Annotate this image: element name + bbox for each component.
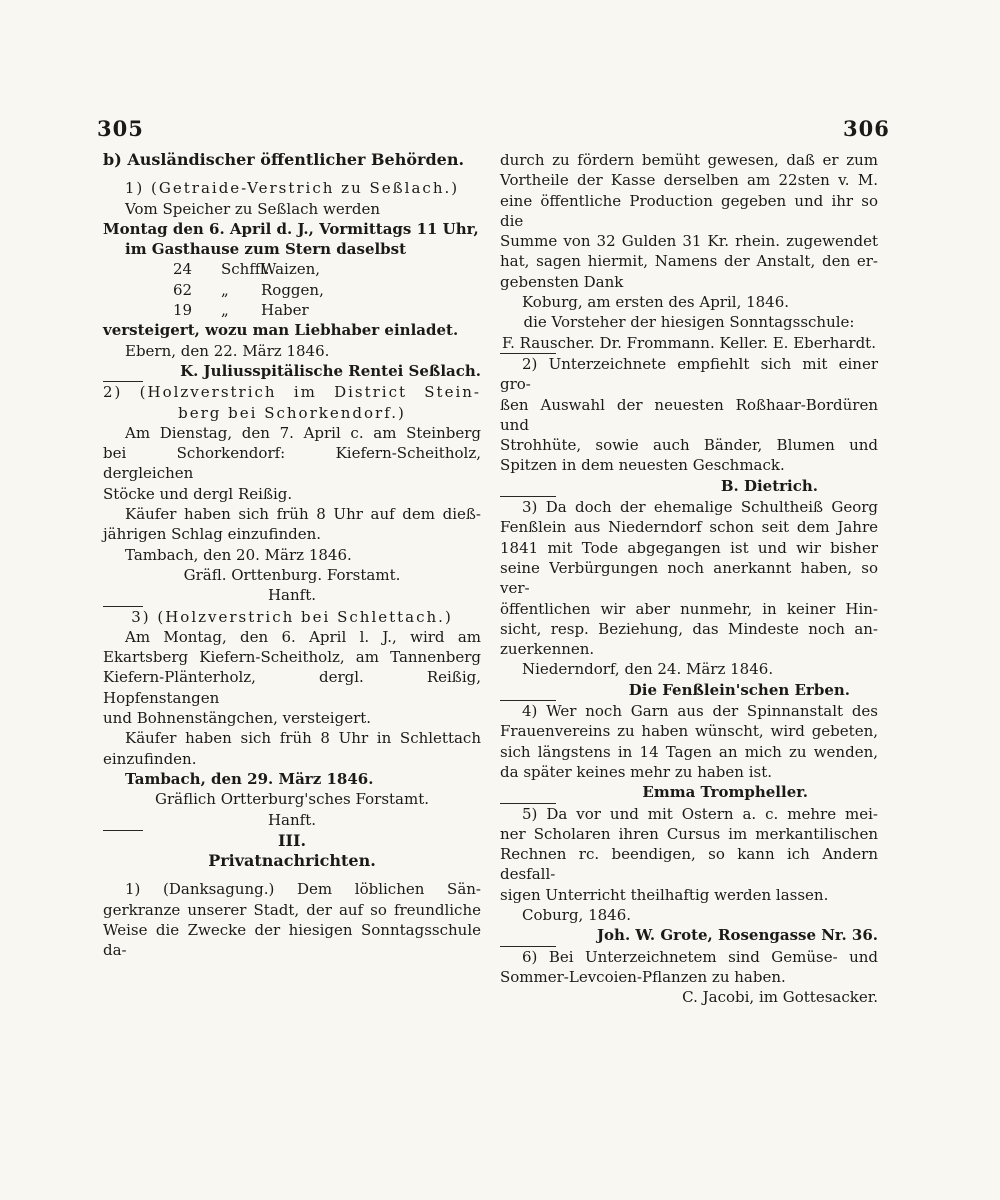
notice-signature: Gräflich Ortterburg'sches Forstamt.: [154, 790, 430, 809]
notice-getraide: [103, 178, 481, 381]
notice-title: berg bei Schorkendorf.): [178, 403, 406, 422]
notice-text: gebensten Dank: [500, 272, 624, 291]
notice-text: Am Montag, den 6. April l. J., wird am: [125, 627, 481, 646]
notice-bordueren: [500, 354, 878, 496]
notice-text: die Vorsteher der hiesigen Sonntagsschule:: [523, 313, 855, 332]
notice-text: 6) Bei Unterzeichnetem sind Gemüse- und: [522, 947, 878, 966]
notice-text: versteigert, wozu man Liebhaber einladet.: [103, 321, 459, 340]
notice-text: bei Schorkendorf: Kiefern-Scheitholz, dergleichen: [103, 444, 481, 483]
notice-date: Niederndorf, den 24. März 1846.: [522, 660, 774, 679]
notice-text: Fenßlein aus Niederndorf schon seit dem Jahre: [500, 518, 878, 537]
notice-text: Käufer haben sich früh 8 Uhr in Schlettach: [125, 729, 481, 748]
notice-signature: Joh. W. Grote, Rosengasse Nr. 36.: [596, 926, 878, 945]
notice-text: sich längstens in 14 Tagen an mich zu wenden,: [500, 742, 878, 761]
left-column: [103, 150, 481, 961]
notice-text: ßen Auswahl der neuesten Roßhaar-Bordüren und: [500, 395, 878, 434]
notice-text: hat, sagen hiermit, Namens der Anstalt, den er-: [500, 252, 878, 271]
notice-text: eine öffentliche Production gegeben und ihr so die: [500, 191, 878, 230]
notice-text: Montag den 6. April d. J., Vormittags 11 Uhr,: [103, 219, 479, 238]
section-heading: b) Ausländischer öffentlicher Behörden.: [103, 150, 465, 169]
notice-text: sicht, resp. Beziehung, das Mindeste noch an-: [500, 619, 878, 638]
grain-list-item: 19 „ Haber: [173, 301, 309, 320]
notice-text: jährigen Schlag einzufinden.: [103, 525, 322, 544]
notice-danksagung-cont: [500, 150, 878, 353]
notice-text: Sommer-Levcoien-Pflanzen zu haben.: [500, 967, 786, 986]
notice-text: Rechnen rc. beendigen, so kann ich Andern desfall-: [500, 845, 878, 884]
notice-date: Ebern, den 22. März 1846.: [125, 341, 330, 360]
notice-text: öffentlichen wir aber nunmehr, in keiner Hin-: [500, 599, 878, 618]
notice-signature: B. Dietrich.: [720, 476, 818, 495]
notice-text: seine Verbürgungen noch anerkannt haben, so ver-: [500, 558, 878, 598]
notice-text: Stöcke und dergl Reißig.: [103, 484, 293, 503]
notice-text: Strohhüte, sowie auch Bänder, Blumen und: [500, 436, 878, 455]
notice-text: da später keines mehr zu haben ist.: [500, 762, 772, 781]
notice-text: Kiefern-Plänterholz, dergl. Reißig, Hopfenstangen: [103, 668, 481, 707]
notice-text: 2) Unterzeichnete empfiehlt sich mit einer gro-: [500, 354, 878, 394]
notice-unterricht: [500, 804, 878, 946]
notice-text: 4) Wer noch Garn aus der Spinnanstalt des: [522, 702, 878, 721]
notice-text: Frauenvereins zu haben wünscht, wird gebeten,: [500, 722, 878, 741]
right-column: [500, 150, 878, 1007]
section-title: Privatnachrichten.: [208, 851, 376, 871]
notice-holz-schlettach: [103, 607, 481, 830]
notice-text: 5) Da vor und mit Ostern a. c. mehre mei-: [522, 804, 878, 823]
notice-signature: Gräfl. Orttenburg. Forstamt.: [183, 565, 401, 584]
notice-signature: Die Fenßlein'schen Erben.: [628, 680, 850, 699]
notice-text: Am Dienstag, den 7. April c. am Steinberg: [125, 423, 481, 442]
notice-text: Vom Speicher zu Seßlach werden: [125, 199, 381, 218]
notice-signature: C. Jacobi, im Gottesacker.: [682, 988, 878, 1007]
notice-fensslein: [500, 497, 878, 700]
notice-text: Weise die Zwecke der hiesigen Sonntagsschule da-: [103, 920, 481, 960]
notice-text: Spitzen in dem neuesten Geschmack.: [500, 456, 785, 475]
notice-signature: K. Juliusspitälische Rentei Seßlach.: [180, 361, 481, 380]
notice-text: und Bohnenstängchen, versteigert.: [103, 709, 372, 728]
notice-danksagung: [103, 879, 481, 960]
notice-date: Coburg, 1846.: [522, 905, 632, 924]
page-number-left: 305: [97, 116, 144, 141]
notice-text: sigen Unterricht theilhaftig werden lassen.: [500, 885, 829, 904]
notice-title: 2) (Holzverstrich im District Stein-: [103, 383, 481, 402]
notice-signature: Emma Trompheller.: [642, 783, 808, 802]
notice-text: Ekartsberg Kiefern-Scheitholz, am Tannenberg: [103, 648, 481, 667]
notice-signature: F. Rauscher. Dr. Frommann. Keller. E. Eberhardt.: [502, 333, 876, 352]
notice-title: 3) (Holzverstrich bei Schlettach.): [131, 607, 453, 626]
notice-pflanzen: [500, 947, 878, 1008]
notice-text: gerkranze unserer Stadt, der auf so freundliche: [103, 900, 481, 919]
notice-text: durch zu fördern bemüht gewesen, daß er zum: [500, 151, 878, 169]
grain-list-item: 24 Schffl. Waizen,: [173, 260, 321, 279]
notice-date: Koburg, am ersten des April, 1846.: [522, 293, 790, 312]
notice-date: Tambach, den 29. März 1846.: [125, 769, 374, 788]
notice-text: im Gasthause zum Stern daselbst: [125, 240, 407, 259]
notice-text: Vortheile der Kasse derselben am 22sten v. M.: [500, 171, 878, 190]
notice-text: ner Scholaren ihren Cursus im merkantilischen: [500, 824, 878, 843]
notice-text: Summe von 32 Gulden 31 Kr. rhein. zugewendet: [500, 232, 878, 251]
page-number-right: 306: [843, 116, 890, 141]
notice-text: 1841 mit Tode abgegangen ist und wir bisher: [500, 538, 878, 557]
notice-date: Tambach, den 20. März 1846.: [125, 545, 352, 564]
notice-garn: [500, 701, 878, 802]
notice-title: 1) (Getraide-Verstrich zu Seßlach.): [124, 179, 460, 198]
notice-text: 3) Da doch der ehemalige Schultheiß Georg: [522, 498, 878, 517]
notice-signer: Hanft.: [267, 586, 317, 605]
notice-text: zuerkennen.: [500, 640, 595, 659]
section-number: III.: [277, 830, 307, 850]
notice-text: Käufer haben sich früh 8 Uhr auf dem dieß-: [125, 505, 481, 524]
notice-holz-steinberg: [103, 382, 481, 605]
grain-list-item: 62 „ Roggen,: [173, 280, 324, 299]
notice-text: 1) (Danksagung.) Dem löblichen Sän-: [125, 880, 481, 899]
notice-signer: Hanft.: [267, 810, 317, 829]
notice-text: einzufinden.: [103, 749, 197, 768]
